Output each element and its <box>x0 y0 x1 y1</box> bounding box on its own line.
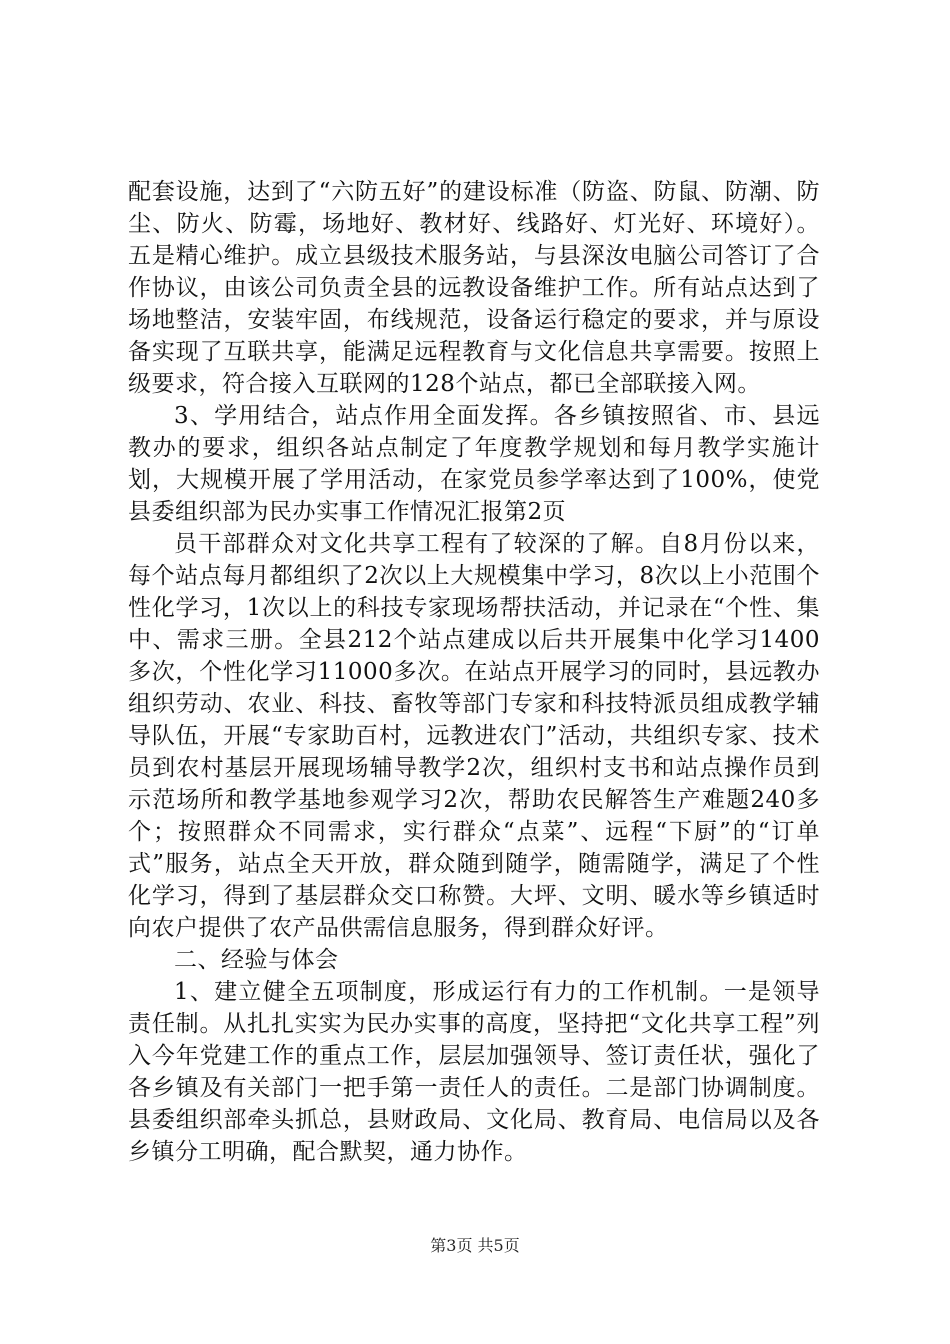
paragraph-4: 1、建立健全五项制度，形成运行有力的工作机制。一是领导责任制。从扎扎实实为民办实事的高度，坚持把“文化共享工程”列入今年党建工作的重点工作，层层加强领导、签订责任状，强化了各乡镇及有关部门一把手第一责任人的责任。二是部门协调制度。县委组织部牵头抓总，县财政局、文化局、教育局、电信局以及各乡镇分工明确，配合默契，通力协作。 <box>128 979 820 1165</box>
document-body <box>128 176 820 1168</box>
paragraph-2: 3、学用结合，站点作用全面发挥。各乡镇按照省、市、县远教办的要求，组织各站点制定了年度教学规划和每月教学实施计划，大规模开展了学用活动，在家党员参学率达到了100%，使党县委组织部为民办实事工作情况汇报第2页 <box>128 403 820 525</box>
section-heading: 二、经验与体会 <box>174 947 339 973</box>
paragraph-3: 员干部群众对文化共享工程有了较深的了解。自8月份以来，每个站点每月都组织了2次以上大规模集中学习，8次以上小范围个性化学习，1次以上的科技专家现场帮扶活动，并记录在“个性、集中、需求三册。全县212个站点建成以后共开展集中化学习1400多次，个性化学习11000多次。在站点开展学习的同时，县远教办组织劳动、农业、科技、畜牧等部门专家和科技特派员组成教学辅导队伍，开展“专家助百村，远教进农门”活动，共组织专家、技术员到农村基层开展现场辅导教学2次，组织村支书和站点操作员到示范场所和教学基地参观学习2次，帮助农民解答生产难题240多个；按照群众不同需求，实行群众“点菜”、远程“下厨”的“订单式”服务，站点全天开放，群众随到随学，随需随学，满足了个性化学习，得到了基层群众交口称赞。大坪、文明、暖水等乡镇适时向农户提供了农产品供需信息服务，得到群众好评。 <box>128 531 820 941</box>
paragraph-1: 配套设施，达到了“六防五好”的建设标准（防盗、防鼠、防潮、防尘、防火、防霉，场地好、教材好、线路好、灯光好、环境好）。五是精心维护。成立县级技术服务站，与县深汝电脑公司答订了合作协议，由该公司负责全县的远教设备维护工作。所有站点达到了场地整洁，安装牢固，布线规范，设备运行稳定的要求，并与原设备实现了互联共享，能满足远程教育与文化信息共享需要。按照上级要求，符合接入互联网的128个站点，都已全部联接入网。 <box>128 179 820 397</box>
page-footer: 第3页 共5页 <box>430 1236 520 1255</box>
